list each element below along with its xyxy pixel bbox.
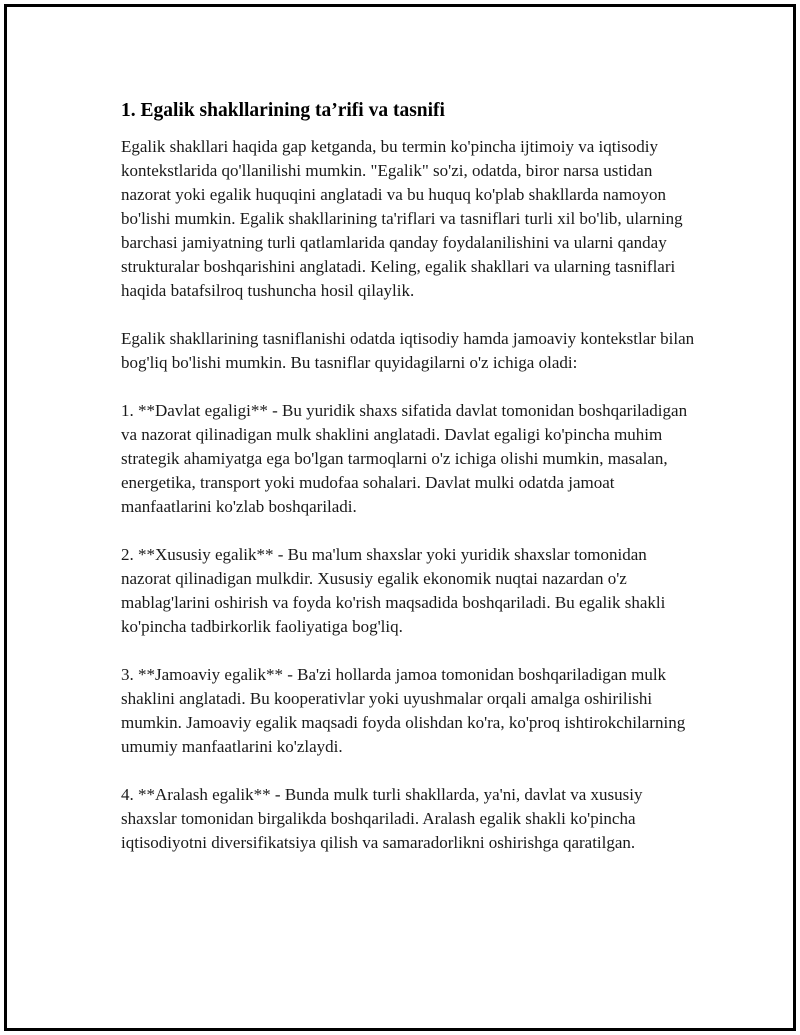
paragraph-intro: Egalik shakllari haqida gap ketganda, bu termin ko'pincha ijtimoiy va iqtisodiy kontekstlarida qo'llanilishi mumkin. "Egalik" so'zi, odatda, biror narsa ustidan nazorat yoki egalik huquqini anglatadi va bu huquq ko'plab shakllarda namoyon bo'lishi mumkin. Egalik shakllarining ta'riflari va tasniflari turli xil bo'lib, ularning barchasi jamiyatning turli qatlamlarida qanday foydalanilishini va ularni qanday strukturalar boshqarishini anglatadi. Keling, egalik shakllari va ularning tasniflari haqida batafsilroq tushuncha hosil qilaylik. (121, 137, 683, 300)
paragraph-mixed-ownership: 4. **Aralash egalik** - Bunda mulk turli shakllarda, ya'ni, davlat va xususiy shaxslar tomonidan birgalikda boshqariladi. Aralash egalik shakli ko'pincha iqtisodiyotni diversifikatsiya qilish va samaradorlikni oshirishga qaratilgan. (121, 785, 643, 852)
section-heading: 1. Egalik shakllarining ta’rifi va tasnifi (121, 100, 445, 121)
paragraph-state-ownership: 1. **Davlat egaligi** - Bu yuridik shaxs sifatida davlat tomonidan boshqariladigan va nazorat qilinadigan mulk shaklini anglatadi. Davlat egaligi ko'pincha muhim strategik ahamiyatga ega bo'lgan tarmoqlarni o'z ichiga olishi mumkin, masalan, energetika, transport yoki mudofaa sohalari. Davlat mulki odatda jamoat manfaatlarini ko'zlab boshqariladi. (121, 401, 688, 516)
paragraph-classification: Egalik shakllarining tasniflanishi odatda iqtisodiy hamda jamoaviy kontekstlar bilan bog'liq bo'lishi mumkin. Bu tasniflar quyidagilarni o'z ichiga oladi: (121, 329, 695, 372)
page-frame (4, 4, 796, 1031)
paragraph-collective-ownership: 3. **Jamoaviy egalik** - Ba'zi hollarda jamoa tomonidan boshqariladigan mulk shaklini anglatadi. Bu kooperativlar yoki uyushmalar orqali amalga oshirilishi mumkin. Jamoaviy egalik maqsadi foyda olishdan ko'ra, ko'proq ishtirokchilarning umumiy manfaatlarini ko'zlaydi. (121, 665, 686, 756)
paragraph-private-ownership: 2. **Xususiy egalik** - Bu ma'lum shaxslar yoki yuridik shaxslar tomonidan nazorat qilinadigan mulkdir. Xususiy egalik ekonomik nuqtai nazardan o'z mablag'larini oshirish va foyda ko'rish maqsadida boshqariladi. Bu egalik shakli ko'pincha tadbirkorlik faoliyatiga bog'liq. (121, 545, 666, 636)
document-body (121, 99, 701, 855)
